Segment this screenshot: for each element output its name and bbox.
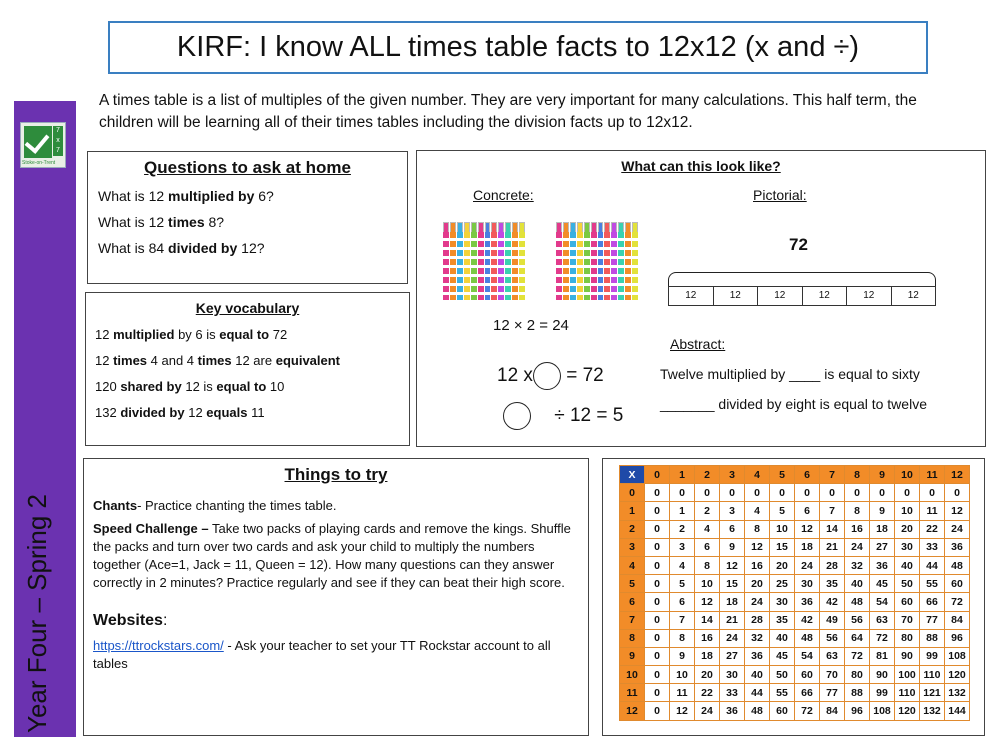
grid-cell: 14 [820, 520, 845, 538]
grid-cell: 8 [745, 520, 770, 538]
grid-cell: 0 [895, 484, 920, 502]
abstract-line-1: Twelve multiplied by ____ is equal to sixty [660, 366, 920, 382]
pen-icon [632, 222, 638, 300]
table-row [620, 684, 970, 702]
grid-cell: 5 [670, 575, 695, 593]
grid-cell: 6 [695, 538, 720, 556]
grid-cell: 44 [745, 684, 770, 702]
pen-icon [618, 222, 624, 300]
pen-icon [598, 222, 604, 300]
grid-cell: 10 [670, 666, 695, 684]
grid-cell: 48 [945, 556, 970, 574]
chants-item: Chants- Practice chanting the times table. [93, 498, 337, 513]
grid-cell: 110 [895, 684, 920, 702]
logo-numbers: 7 x 7 [53, 126, 63, 156]
empty-circle-icon [533, 362, 561, 390]
grid-cell: 60 [895, 593, 920, 611]
empty-circle-icon [503, 402, 531, 430]
table-row [620, 556, 970, 574]
pen-icon [478, 222, 484, 300]
grid-cell: 40 [745, 666, 770, 684]
grid-row-header: 2 [620, 520, 645, 538]
grid-column-header: 4 [745, 466, 770, 484]
concrete-equation: 12 × 2 = 24 [493, 317, 569, 334]
grid-cell: 50 [895, 575, 920, 593]
bar-cell: 12 [907, 290, 919, 301]
grid-cell: 8 [670, 629, 695, 647]
grid-cell: 110 [920, 666, 945, 684]
vocabulary-item: 12 times 4 and 4 times 12 are equivalent [95, 353, 341, 368]
vocabulary-item: 120 shared by 12 is equal to 10 [95, 379, 285, 394]
grid-cell: 12 [795, 520, 820, 538]
pen-icon [611, 222, 617, 300]
representations-heading: What can this look like? [621, 158, 781, 174]
grid-cell: 77 [820, 684, 845, 702]
grid-cell: 120 [945, 666, 970, 684]
grid-cell: 15 [720, 575, 745, 593]
grid-column-header: 0 [645, 466, 670, 484]
grid-cell: 20 [745, 575, 770, 593]
pen-icon [577, 222, 583, 300]
grid-row-header: 6 [620, 593, 645, 611]
grid-cell: 36 [870, 556, 895, 574]
grid-cell: 7 [670, 611, 695, 629]
website-item: https://ttrockstars.com/ - Ask your teacher to set your TT Rockstar account to all tables [93, 638, 551, 671]
questions-panel [87, 151, 408, 284]
grid-cell: 0 [645, 702, 670, 720]
ttrockstars-link[interactable]: https://ttrockstars.com/ [93, 638, 224, 653]
pen-icon [591, 222, 597, 300]
grid-cell: 99 [920, 647, 945, 665]
intro-text: A times table is a list of multiples of the given number. They are very important for many calculations. This half term, the children will be learning all of their times tables including the division facts up to 12x12. [99, 92, 917, 131]
bar-cell: 12 [847, 287, 892, 305]
grid-column-header: 11 [920, 466, 945, 484]
things-to-try-heading: Things to try [284, 465, 388, 484]
grid-cell: 24 [845, 538, 870, 556]
grid-cell: 9 [870, 502, 895, 520]
grid-cell: 90 [895, 647, 920, 665]
grid-cell: 20 [695, 666, 720, 684]
grid-cell: 0 [645, 611, 670, 629]
concrete-label: Concrete: [473, 187, 534, 203]
pen-icon [485, 222, 491, 300]
grid-cell: 42 [820, 593, 845, 611]
question-item: What is 12 multiplied by 6? [98, 188, 274, 204]
grid-cell: 64 [845, 629, 870, 647]
grid-cell: 12 [670, 702, 695, 720]
grid-cell: 18 [795, 538, 820, 556]
grid-cell: 120 [895, 702, 920, 720]
grid-cell: 15 [770, 538, 795, 556]
grid-cell: 12 [745, 538, 770, 556]
grid-cell: 55 [770, 684, 795, 702]
grid-cell: 72 [945, 593, 970, 611]
grid-column-header: 10 [895, 466, 920, 484]
times-table-grid [619, 465, 970, 721]
grid-cell: 28 [745, 611, 770, 629]
grid-cell: 33 [920, 538, 945, 556]
grid-cell: 96 [845, 702, 870, 720]
grid-cell: 90 [870, 666, 895, 684]
grid-cell: 36 [720, 702, 745, 720]
grid-cell: 32 [745, 629, 770, 647]
grid-cell: 54 [795, 647, 820, 665]
bar-cell: 12 [803, 287, 848, 305]
pen-icon [519, 222, 525, 300]
grid-cell: 66 [920, 593, 945, 611]
pen-icon [563, 222, 569, 300]
grid-cell: 54 [870, 593, 895, 611]
grid-cell: 0 [795, 484, 820, 502]
grid-cell: 40 [845, 575, 870, 593]
questions-heading: Questions to ask at home [144, 158, 351, 177]
grid-cell: 11 [670, 684, 695, 702]
grid-cell: 48 [795, 629, 820, 647]
page-title-box [108, 21, 928, 74]
grid-cell: 36 [795, 593, 820, 611]
grid-cell: 77 [920, 611, 945, 629]
grid-cell: 63 [870, 611, 895, 629]
grid-cell: 22 [920, 520, 945, 538]
grid-cell: 81 [870, 647, 895, 665]
grid-cell: 88 [920, 629, 945, 647]
grid-cell: 48 [845, 593, 870, 611]
grid-cell: 121 [920, 684, 945, 702]
grid-cell: 6 [795, 502, 820, 520]
grid-cell: 99 [870, 684, 895, 702]
grid-row-header: 12 [620, 702, 645, 720]
grid-cell: 27 [720, 647, 745, 665]
pen-icon [512, 222, 518, 300]
grid-cell: 70 [820, 666, 845, 684]
grid-cell: 44 [920, 556, 945, 574]
table-row [620, 484, 970, 502]
grid-cell: 18 [720, 593, 745, 611]
missing-number-1: 12 x = 72 [497, 362, 604, 390]
grid-cell: 24 [745, 593, 770, 611]
things-to-try-panel [83, 458, 589, 736]
table-row [620, 593, 970, 611]
tick-logo-icon [24, 126, 52, 158]
grid-cell: 12 [945, 502, 970, 520]
grid-cell: 0 [645, 575, 670, 593]
grid-cell: 33 [720, 684, 745, 702]
grid-cell: 30 [795, 575, 820, 593]
grid-column-header: 9 [870, 466, 895, 484]
missing-number-2: ÷ 12 = 5 [503, 402, 623, 430]
grid-cell: 16 [745, 556, 770, 574]
bar-cell: 12 [758, 287, 803, 305]
grid-cell: 30 [770, 593, 795, 611]
grid-cell: 24 [720, 629, 745, 647]
grid-corner: X [620, 466, 645, 484]
grid-cell: 9 [720, 538, 745, 556]
grid-row-header: 8 [620, 629, 645, 647]
grid-row-header: 4 [620, 556, 645, 574]
grid-cell: 63 [820, 647, 845, 665]
grid-cell: 56 [820, 629, 845, 647]
bar-cells [668, 286, 936, 306]
grid-cell: 28 [820, 556, 845, 574]
pen-icon [556, 222, 562, 300]
grid-column-header: 1 [670, 466, 695, 484]
grid-cell: 0 [770, 484, 795, 502]
grid-cell: 80 [845, 666, 870, 684]
grid-cell: 49 [820, 611, 845, 629]
abstract-label: Abstract: [670, 336, 726, 352]
grid-cell: 55 [920, 575, 945, 593]
question-item: What is 12 times 8? [98, 214, 225, 230]
grid-cell: 66 [795, 684, 820, 702]
grid-cell: 6 [670, 593, 695, 611]
grid-row-header: 5 [620, 575, 645, 593]
grid-cell: 8 [845, 502, 870, 520]
grid-cell: 45 [870, 575, 895, 593]
grid-cell: 9 [670, 647, 695, 665]
websites-heading: Websites: [93, 612, 168, 629]
pen-icon [604, 222, 610, 300]
table-row [620, 702, 970, 720]
grid-cell: 10 [770, 520, 795, 538]
pen-icon [625, 222, 631, 300]
grid-cell: 108 [870, 702, 895, 720]
grid-cell: 12 [720, 556, 745, 574]
vocabulary-item: 12 multiplied by 6 is equal to 72 [95, 327, 288, 342]
grid-cell: 0 [645, 593, 670, 611]
bar-model [668, 272, 936, 306]
pen-icon [450, 222, 456, 300]
grid-cell: 18 [695, 647, 720, 665]
grid-row-header: 9 [620, 647, 645, 665]
grid-cell: 16 [695, 629, 720, 647]
grid-column-header: 6 [795, 466, 820, 484]
grid-cell: 108 [945, 647, 970, 665]
grid-cell: 80 [895, 629, 920, 647]
pen-icon [464, 222, 470, 300]
pen-icon [471, 222, 477, 300]
grid-cell: 0 [645, 666, 670, 684]
grid-cell: 0 [645, 556, 670, 574]
grid-cell: 21 [820, 538, 845, 556]
table-row [620, 520, 970, 538]
table-row [620, 538, 970, 556]
grid-cell: 60 [770, 702, 795, 720]
grid-cell: 0 [695, 484, 720, 502]
pen-pack-right [556, 222, 638, 300]
table-row [620, 647, 970, 665]
vocabulary-item: 132 divided by 12 equals 11 [95, 405, 265, 420]
bar-total: 72 [789, 235, 808, 254]
grid-cell: 144 [945, 702, 970, 720]
abstract-line-2: _______ divided by eight is equal to twelve [660, 396, 927, 412]
grid-column-header: 12 [945, 466, 970, 484]
grid-cell: 35 [820, 575, 845, 593]
grid-cell: 22 [695, 684, 720, 702]
grid-cell: 36 [945, 538, 970, 556]
grid-cell: 7 [820, 502, 845, 520]
grid-cell: 0 [670, 484, 695, 502]
table-row [620, 666, 970, 684]
times-table-panel [602, 458, 985, 736]
grid-cell: 84 [820, 702, 845, 720]
pen-icon [491, 222, 497, 300]
grid-cell: 0 [845, 484, 870, 502]
question-item: What is 84 divided by 12? [98, 240, 265, 256]
grid-cell: 8 [695, 556, 720, 574]
grid-column-header: 5 [770, 466, 795, 484]
grid-cell: 4 [670, 556, 695, 574]
grid-cell: 100 [895, 666, 920, 684]
grid-cell: 11 [920, 502, 945, 520]
table-row [620, 611, 970, 629]
bar-cell: 12 [714, 287, 759, 305]
grid-cell: 24 [945, 520, 970, 538]
bar-cell: 12 [669, 287, 714, 305]
grid-cell: 21 [720, 611, 745, 629]
grid-cell: 56 [845, 611, 870, 629]
grid-cell: 16 [845, 520, 870, 538]
grid-cell: 0 [645, 502, 670, 520]
speed-challenge-item: Speed Challenge – Take two packs of playing cards and remove the kings. Shuffle the packs and turn over two cards and ask your child to multiply the numbers together (Ace=1, Jack = 11, Queen = 12). How many questions can they answer correctly in 2 minutes? Practice regularly and see if they can beat their high score. [93, 521, 571, 590]
grid-cell: 88 [845, 684, 870, 702]
grid-cell: 32 [845, 556, 870, 574]
grid-cell: 0 [920, 484, 945, 502]
grid-cell: 6 [720, 520, 745, 538]
grid-row-header: 0 [620, 484, 645, 502]
grid-cell: 4 [695, 520, 720, 538]
pen-icon [505, 222, 511, 300]
grid-cell: 0 [870, 484, 895, 502]
grid-cell: 72 [870, 629, 895, 647]
grid-cell: 3 [670, 538, 695, 556]
grid-cell: 42 [795, 611, 820, 629]
logo-caption: Stoke-on-Trent [22, 160, 56, 166]
grid-cell: 60 [795, 666, 820, 684]
grid-cell: 35 [770, 611, 795, 629]
grid-cell: 0 [745, 484, 770, 502]
page-title: KIRF: I know ALL times table facts to 12x12 (x and ÷) [176, 31, 860, 63]
grid-cell: 0 [945, 484, 970, 502]
grid-row-header: 11 [620, 684, 645, 702]
grid-cell: 30 [895, 538, 920, 556]
grid-cell: 50 [770, 666, 795, 684]
vocabulary-heading: Key vocabulary [195, 300, 300, 316]
grid-cell: 0 [720, 484, 745, 502]
grid-cell: 0 [645, 484, 670, 502]
table-row [620, 502, 970, 520]
grid-cell: 96 [945, 629, 970, 647]
grid-cell: 45 [770, 647, 795, 665]
grid-cell: 0 [820, 484, 845, 502]
table-row [620, 575, 970, 593]
grid-cell: 30 [720, 666, 745, 684]
grid-cell: 132 [945, 684, 970, 702]
grid-column-header: 8 [845, 466, 870, 484]
grid-column-header: 3 [720, 466, 745, 484]
grid-cell: 40 [770, 629, 795, 647]
pen-icon [570, 222, 576, 300]
grid-row-header: 10 [620, 666, 645, 684]
grid-row-header: 1 [620, 502, 645, 520]
grid-cell: 1 [670, 502, 695, 520]
grid-cell: 25 [770, 575, 795, 593]
grid-cell: 0 [645, 629, 670, 647]
grid-cell: 0 [645, 647, 670, 665]
pen-icon [457, 222, 463, 300]
grid-cell: 84 [945, 611, 970, 629]
grid-cell: 72 [845, 647, 870, 665]
grid-cell: 14 [695, 611, 720, 629]
grid-cell: 48 [745, 702, 770, 720]
vocabulary-panel [85, 292, 410, 446]
grid-cell: 20 [770, 556, 795, 574]
bar-brace [668, 272, 936, 286]
pen-icon [498, 222, 504, 300]
grid-cell: 36 [745, 647, 770, 665]
grid-cell: 2 [695, 502, 720, 520]
school-logo [20, 122, 66, 168]
table-row [620, 629, 970, 647]
grid-column-header: 2 [695, 466, 720, 484]
grid-cell: 24 [695, 702, 720, 720]
grid-cell: 12 [695, 593, 720, 611]
grid-cell: 2 [670, 520, 695, 538]
grid-row-header: 3 [620, 538, 645, 556]
grid-cell: 60 [945, 575, 970, 593]
grid-cell: 4 [745, 502, 770, 520]
grid-cell: 3 [720, 502, 745, 520]
grid-cell: 20 [895, 520, 920, 538]
grid-cell: 0 [645, 538, 670, 556]
grid-cell: 0 [645, 684, 670, 702]
grid-cell: 24 [795, 556, 820, 574]
pen-icon [443, 222, 449, 300]
vocabulary-list [86, 327, 409, 420]
grid-cell: 40 [895, 556, 920, 574]
grid-cell: 0 [645, 520, 670, 538]
year-term-label: Year Four – Spring 2 [22, 494, 52, 733]
grid-column-header: 7 [820, 466, 845, 484]
grid-cell: 18 [870, 520, 895, 538]
pen-pack-left [443, 222, 525, 300]
grid-cell: 5 [770, 502, 795, 520]
table-row [620, 466, 970, 484]
grid-row-header: 7 [620, 611, 645, 629]
pen-icon [584, 222, 590, 300]
grid-cell: 72 [795, 702, 820, 720]
grid-cell: 132 [920, 702, 945, 720]
grid-cell: 27 [870, 538, 895, 556]
grid-cell: 10 [895, 502, 920, 520]
pictorial-label: Pictorial: [753, 187, 807, 203]
grid-cell: 70 [895, 611, 920, 629]
grid-cell: 10 [695, 575, 720, 593]
